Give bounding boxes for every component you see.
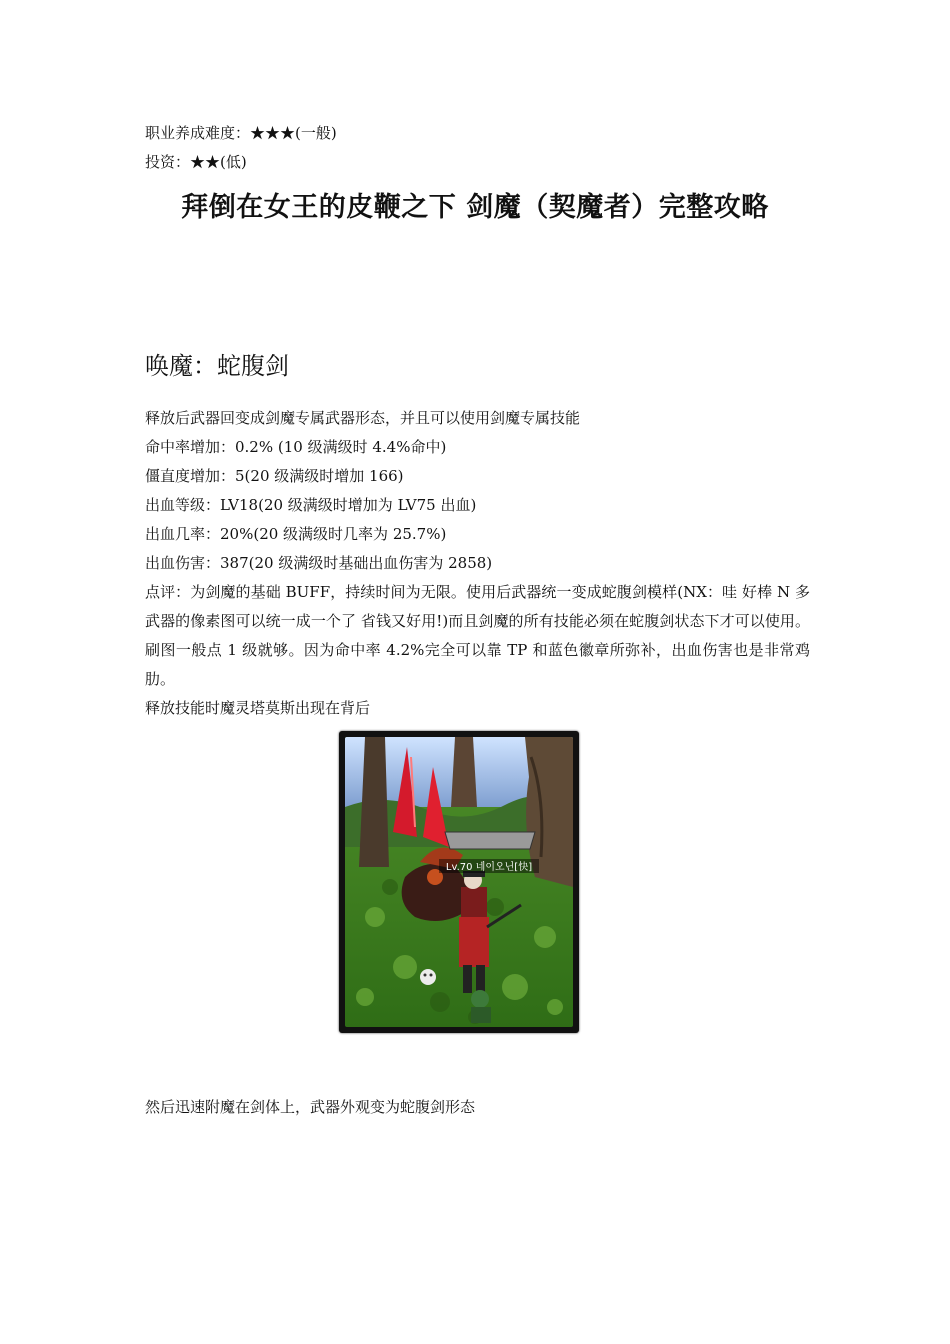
body-line: 出血等级：LV18(20 级满级时增加为 LV75 出血) [145,496,477,514]
body-line: 释放后武器回变成剑魔专属武器形态，并且可以使用剑魔专属技能 [145,409,581,427]
body-line: 命中率增加：0.2% (10 级满级时 4.4%命中) [145,438,447,456]
body-line: 出血伤害：387(20 级满级时基础出血伤害为 2858) [145,554,493,572]
game-screenshot [339,731,579,1033]
body-line: 僵直度增加：5(20 级满级时增加 166) [145,467,404,485]
difficulty-line: 职业养成难度：★★★(一般) [145,124,337,142]
section-body [145,404,810,723]
investment-line: 投资：★★(低) [145,153,247,171]
figure-caption-before: 释放技能时魔灵塔莫斯出现在背后 [145,699,371,717]
comment-paragraph: 点评：为剑魔的基础 BUFF，持续时间为无限。使用后武器统一变成蛇腹剑模样(NX：哇 好棒 N 多武器的像素图可以统一成一个了 省钱又好用!)而且剑魔的所有技能必须在蛇腹剑状态下才可以使用。刷图一般点 1 级就够。因为命中率 4.2%完全可以靠 TP 和蓝色徽章所弥补，出血伤害也是非常鸡肋。 [145,583,810,688]
section-heading: 唤魔：蛇腹剑 [145,352,289,380]
page-title: 拜倒在女王的皮鞭之下 剑魔（契魔者）完整攻略 [181,192,769,223]
body-line: 出血几率：20%(20 级满级时几率为 25.7%) [145,525,447,543]
game-scene [345,737,573,1027]
nameplate-label: Lv.70 네이오닌[快] [445,862,533,873]
game-scene-illustration [345,737,573,1027]
figure-caption-after: 然后迅速附魔在剑体上，武器外观变为蛇腹剑形态 [145,1098,476,1116]
